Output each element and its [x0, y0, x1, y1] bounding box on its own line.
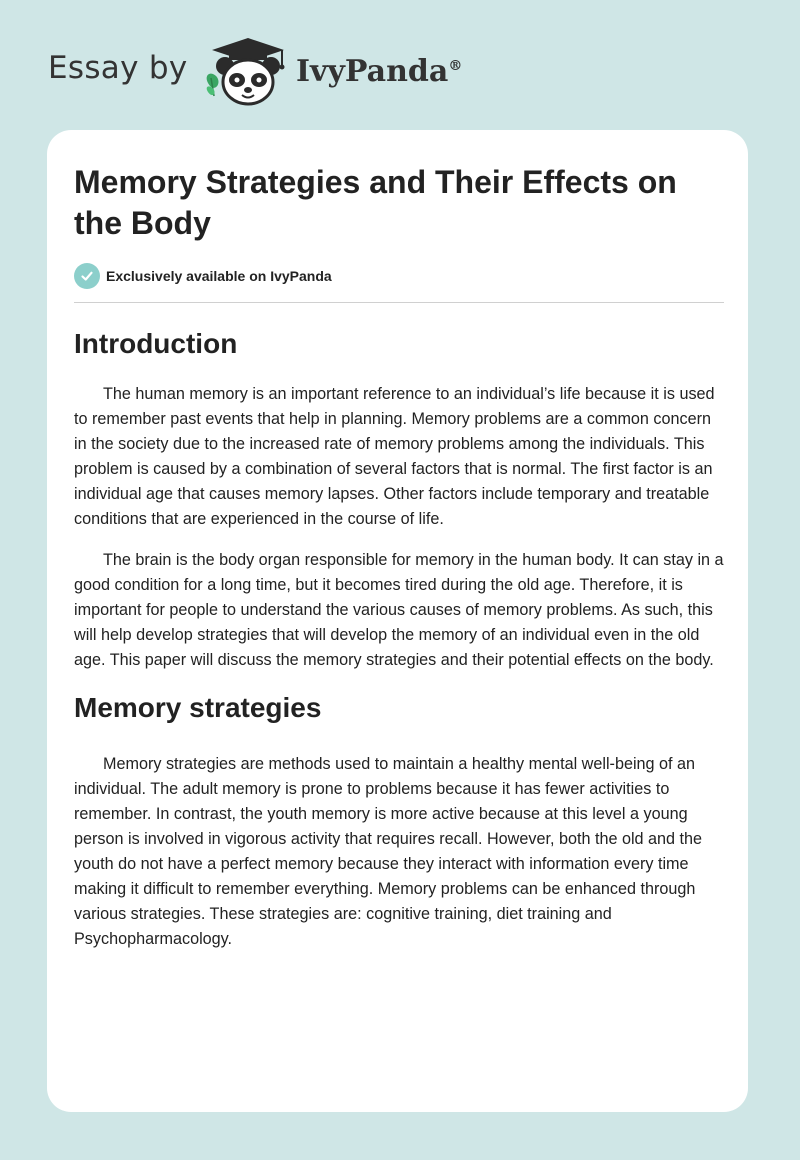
exclusive-badge: [74, 263, 724, 289]
paragraph: Memory strategies are methods used to maintain a healthy mental well-being of an individual. The adult memory is prone to problems because it has fewer activities to remember. In contrast, the youth memory is more active because at this level a young person is involved in vigorous activity that requires recall. However, both the old and the youth do not have a perfect memory because they interact with information every time making it difficult to remember everything. Memory problems can be enhanced through various strategies. These strategies are: cognitive training, diet training and Psychopharmacology.: [74, 755, 703, 948]
exclusive-badge-text: Exclusively available on IvyPanda: [106, 268, 332, 284]
article-card: [47, 130, 748, 1112]
check-circle-icon: [74, 263, 100, 289]
paragraph: The human memory is an important reference to an individual’s life because it is used to remember past events that help in planning. Memory problems are a common concern in the society due to the increased rate of memory problems among the individuals. This problem is caused by a combination of several factors that is normal. The first factor is an individual age that causes memory lapses. Other factors include temporary and treatable conditions that are experienced in the course of life.: [74, 385, 715, 528]
paragraph: The brain is the body organ responsible for memory in the human body. It can stay in a good condition for a long time, but it becomes tired during the old age. Therefore, it is important for people to understand the various causes of memory problems. As such, this will help develop strategies that will develop the memory of an individual even in the old age. This paper will discuss the memory strategies and their potential effects on the body.: [74, 551, 724, 669]
article-title: Memory Strategies and Their Effects on the Body: [74, 164, 677, 241]
divider: [74, 302, 724, 303]
section-heading-memory-strategies: Memory strategies: [74, 692, 322, 723]
essay-by-label: Essay by: [48, 50, 188, 86]
article-content: [74, 162, 724, 952]
brand-name: IvyPanda®: [296, 54, 463, 89]
section-heading-introduction: Introduction: [74, 328, 238, 359]
site-header: [48, 36, 748, 108]
panda-graduate-icon: [202, 36, 294, 108]
